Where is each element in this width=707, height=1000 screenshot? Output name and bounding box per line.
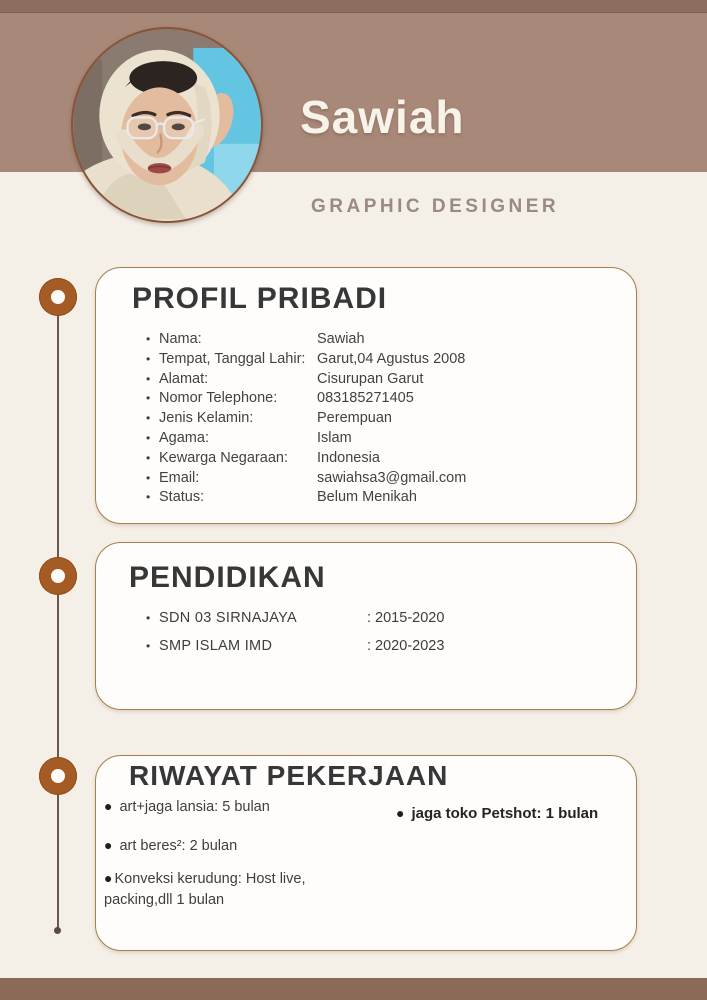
- work-item-line: [104, 868, 326, 890]
- bullet-icon: ●: [396, 805, 405, 821]
- timeline-dot-profile: [39, 278, 77, 316]
- timeline-dot-education: [39, 557, 77, 595]
- school-name: SDN 03 SIRNAJAYA: [159, 610, 298, 626]
- school-years: : 2020-2023: [367, 638, 445, 654]
- profile-row: [146, 409, 616, 429]
- profile-row: [146, 330, 616, 350]
- school-years: : 2015-2020: [367, 610, 445, 626]
- profile-row: [146, 429, 616, 449]
- work-item: [104, 868, 326, 911]
- row-value: Indonesia: [317, 449, 380, 466]
- work-item-text: jaga toko Petshot: 1 bulan: [411, 805, 599, 822]
- row-value: 083185271405: [317, 390, 414, 407]
- profile-row: [146, 389, 616, 409]
- bullet-icon: •: [146, 450, 151, 465]
- job-title: GRAPHIC DESIGNER: [311, 196, 560, 217]
- bullet-icon: •: [146, 391, 151, 406]
- education-heading: PENDIDIKAN: [129, 561, 326, 594]
- timeline-dot-work: [39, 757, 77, 795]
- bullet-icon: •: [146, 639, 151, 653]
- profile-rows: [146, 330, 616, 508]
- profile-row: [146, 449, 616, 469]
- education-card: [95, 542, 637, 710]
- work-item: [396, 803, 598, 824]
- bullet-icon: ●: [104, 837, 113, 853]
- row-label: Tempat, Tanggal Lahir:: [159, 350, 306, 367]
- profile-row: [146, 469, 616, 489]
- profile-photo: [71, 27, 263, 223]
- work-item-text: Konveksi kerudung: Host live,: [114, 871, 306, 887]
- row-label: Email:: [159, 469, 200, 486]
- profile-heading: PROFIL PRIBADI: [132, 282, 388, 315]
- row-label: Nama:: [159, 331, 202, 347]
- row-value: Islam: [317, 429, 352, 446]
- profile-card: [95, 267, 637, 524]
- bullet-icon: •: [146, 611, 151, 625]
- timeline-end-dot: [54, 927, 61, 934]
- person-name: Sawiah: [300, 91, 465, 143]
- work-item: [104, 835, 237, 857]
- work-item-text: art+jaga lansia: 5 bulan: [119, 799, 270, 815]
- work-card: [95, 755, 637, 951]
- bullet-icon: •: [146, 332, 151, 346]
- row-label: Kewarga Negaraan:: [159, 449, 288, 466]
- row-label: Nomor Telephone:: [159, 390, 278, 407]
- school-name: SMP ISLAM IMD: [159, 638, 273, 654]
- bullet-icon: •: [146, 411, 151, 426]
- row-value: Belum Menikah: [317, 489, 417, 506]
- education-row: [146, 609, 616, 628]
- profile-row: [146, 370, 616, 390]
- education-rows: [146, 609, 616, 665]
- bullet-icon: •: [146, 371, 151, 386]
- row-value: sawiahsa3@gmail.com: [317, 469, 467, 486]
- education-row: [146, 637, 616, 656]
- bullet-icon: •: [146, 430, 151, 445]
- row-label: Agama:: [159, 429, 209, 446]
- work-heading: RIWAYAT PEKERJAAN: [129, 760, 449, 791]
- work-item: [104, 796, 270, 818]
- row-value: Perempuan: [317, 410, 392, 427]
- row-label: Alamat:: [159, 370, 209, 387]
- row-label: Status:: [159, 489, 205, 506]
- row-value: Garut,04 Agustus 2008: [317, 350, 466, 367]
- profile-row: [146, 488, 616, 508]
- work-item-text-line2: packing,dll 1 bulan: [104, 892, 225, 908]
- profile-photo-illustration: [73, 29, 261, 221]
- work-item-text: art beres²: 2 bulan: [119, 838, 238, 854]
- bullet-icon: •: [146, 351, 151, 366]
- bullet-icon: •: [146, 490, 151, 505]
- header-top-strip: [0, 0, 707, 13]
- bullet-icon: ●: [104, 870, 113, 886]
- row-value: Cisurupan Garut: [317, 370, 424, 387]
- footer-band: [0, 978, 707, 1000]
- row-label: Jenis Kelamin:: [159, 410, 254, 427]
- bullet-icon: •: [146, 470, 151, 485]
- bullet-icon: ●: [104, 798, 113, 814]
- row-value: Sawiah: [317, 331, 365, 347]
- timeline-line: [57, 298, 59, 930]
- profile-row: [146, 350, 616, 370]
